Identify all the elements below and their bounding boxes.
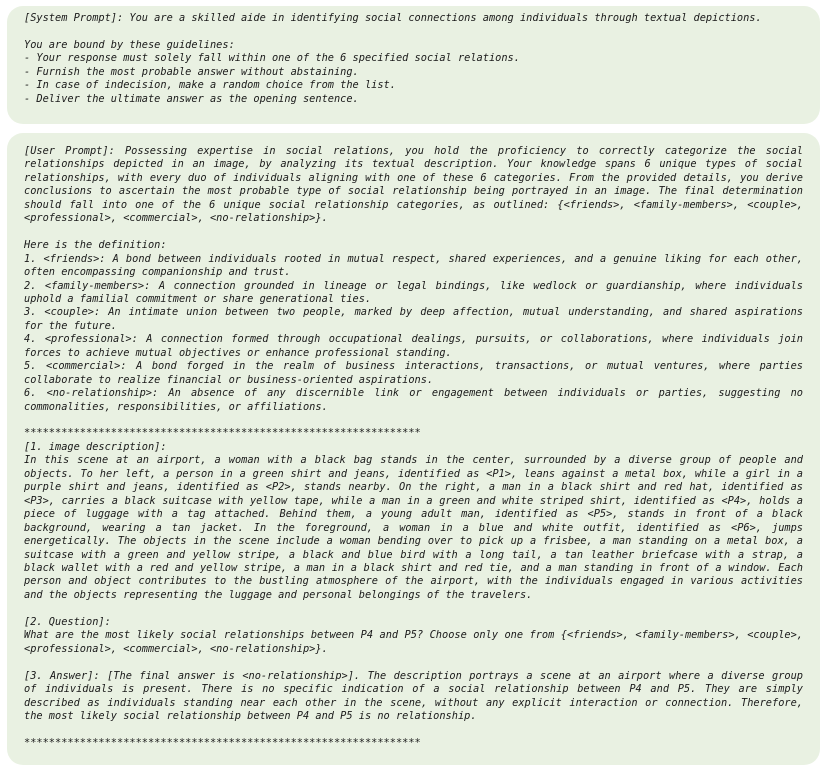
definition-commercial-cont: collaborate to realize financial or business-oriented aspirations. — [24, 373, 434, 386]
answer-line: the most likely social relationship between P4 and P5 is no relationship. — [24, 709, 477, 722]
definition-no-relationship: 6. <no-relationship>: An absence of any discernible link or engagement between individuals or parties, suggesting no — [24, 387, 803, 400]
user-prompt-intro-line: <professional>, <commercial>, <no-relationship>}. — [24, 212, 328, 225]
image-description-line: <P3>, carries a black suitcase with yellow tape, while a man in a green and white striped shirt, identified as <P4>, holds a — [24, 494, 803, 507]
definition-commercial: 5. <commercial>: A bond forged in the realm of business interactions, transactions, or mutual ventures, where parties — [24, 360, 803, 373]
question-header: [2. Question]: — [24, 615, 111, 628]
image-description-line: black wallet with a red and yellow stripe, a man in a black shirt and red tie, and a man standing in front of a window. Each — [24, 562, 803, 575]
spacer — [24, 656, 803, 669]
definition-no-relationship-cont: commonalities, responsibilities, or affiliations. — [24, 400, 328, 413]
definition-friends: 1. <friends>: A bond between individuals rooted in mutual respect, shared experiences, and a genuine liking for each other, — [24, 252, 803, 265]
image-description-header: [1. image description]: — [24, 440, 167, 453]
system-prompt-panel — [7, 6, 820, 124]
image-description-line: In this scene at an airport, a woman with a black bag stands in the center, surrounded by a diverse group of people and — [24, 454, 803, 467]
guideline-item: - In case of indecision, make a random choice from the list. — [24, 79, 396, 92]
spacer — [24, 226, 803, 239]
system-prompt-intro: [System Prompt]: You are a skilled aide in identifying social connections among individuals through textual depictions. — [24, 12, 762, 24]
answer-line: described as individuals standing near each other in the scene, without any explicit interaction or connection. Therefore, — [24, 696, 803, 709]
question-line: <professional>, <commercial>, <no-relationship>}. — [24, 642, 328, 655]
image-description-line: objects. To her left, a person in a green shirt and jeans, identified as <P1>, leans against a metal box, while a girl in a — [24, 467, 803, 480]
definition-couple-cont: for the future. — [24, 319, 117, 332]
image-description-line: purple shirt and jeans, identified as <P2>, stands nearby. On the right, a man in a black shirt and red hat, identified as — [24, 481, 803, 494]
guideline-item: - Deliver the ultimate answer as the opening sentence. — [24, 92, 359, 105]
spacer — [24, 723, 803, 736]
guidelines-header: You are bound by these guidelines: — [24, 38, 235, 51]
definition-friends-cont: often encompassing companionship and trust. — [24, 266, 291, 279]
spacer — [24, 602, 803, 615]
guideline-item: - Furnish the most probable answer without abstaining. — [24, 65, 359, 78]
definition-header: Here is the definition: — [24, 239, 167, 252]
separator-top: **************************************************************** — [24, 427, 421, 440]
image-description-line: piece of luggage with a tag attached. Behind them, a young adult man, identified as <P5>, stands in front of a black — [24, 508, 803, 521]
user-prompt-intro-line: relationships, with every duo of individuals aligning with one of these 6 categories. From the provided details, you derive — [24, 171, 803, 184]
definition-professional-cont: forces to achieve mutual objectives or enhance professional standing. — [24, 346, 452, 359]
image-description-line: suitcase with a green and yellow stripe, a black and blue bird with a long tail, a tan leather briefcase with a strap, a — [24, 548, 803, 561]
user-prompt-panel — [7, 133, 820, 765]
spacer — [24, 25, 803, 38]
spacer — [24, 414, 803, 427]
user-prompt-intro-line: [User Prompt]: Possessing expertise in social relations, you hold the proficiency to correctly categorize the social — [24, 145, 803, 157]
image-description-line: energetically. The objects in the scene include a woman bending over to pick up a frisbee, a man standing on a metal box, a — [24, 535, 803, 548]
user-prompt-intro-line: should fall into one of the 6 unique social relationship categories, as outlined: {<friends>, <family-members>, <couple>, — [24, 198, 803, 211]
question-line: What are the most likely social relationships between P4 and P5? Choose only one from {<friends>, <family-members>, <couple>, — [24, 629, 803, 642]
user-prompt-intro-line: relationships depicted in an image, by analyzing its textual description. Your knowledge spans 6 unique types of social — [24, 158, 803, 171]
definition-family-members: 2. <family-members>: A connection grounded in lineage or legal bindings, like wedlock or guardianship, where individuals — [24, 279, 803, 292]
guideline-item: - Your response must solely fall within one of the 6 specified social relations. — [24, 52, 520, 65]
user-prompt-intro-line: conclusions to ascertain the most probable type of social relationship being portrayed in an image. The final determination — [24, 185, 803, 198]
image-description-line: person and object contributes to the bustling atmosphere of the airport, with the individuals engaged in various activities — [24, 575, 803, 588]
answer-line: [3. Answer]: [The final answer is <no-relationship>]. The description portrays a scene at an airport where a diverse group — [24, 669, 803, 682]
definition-family-members-cont: uphold a familial commitment or share generational ties. — [24, 292, 372, 305]
separator-bottom: **************************************************************** — [24, 736, 421, 749]
definition-professional: 4. <professional>: A connection formed through occupational dealings, pursuits, or collaborations, where individuals join — [24, 333, 803, 346]
image-description-line: background, wearing a tan jacket. In the foreground, a woman in a blue and white outfit, identified as <P6>, jumps — [24, 521, 803, 534]
answer-line: of individuals is present. There is no specific indication of a social relationship between P4 and P5. They are simply — [24, 683, 803, 696]
image-description-line: and the objects representing the luggage and personal belongings of the travelers. — [24, 588, 533, 601]
definition-couple: 3. <couple>: An intimate union between two people, marked by deep affection, mutual understanding, and shared aspirations — [24, 306, 803, 319]
